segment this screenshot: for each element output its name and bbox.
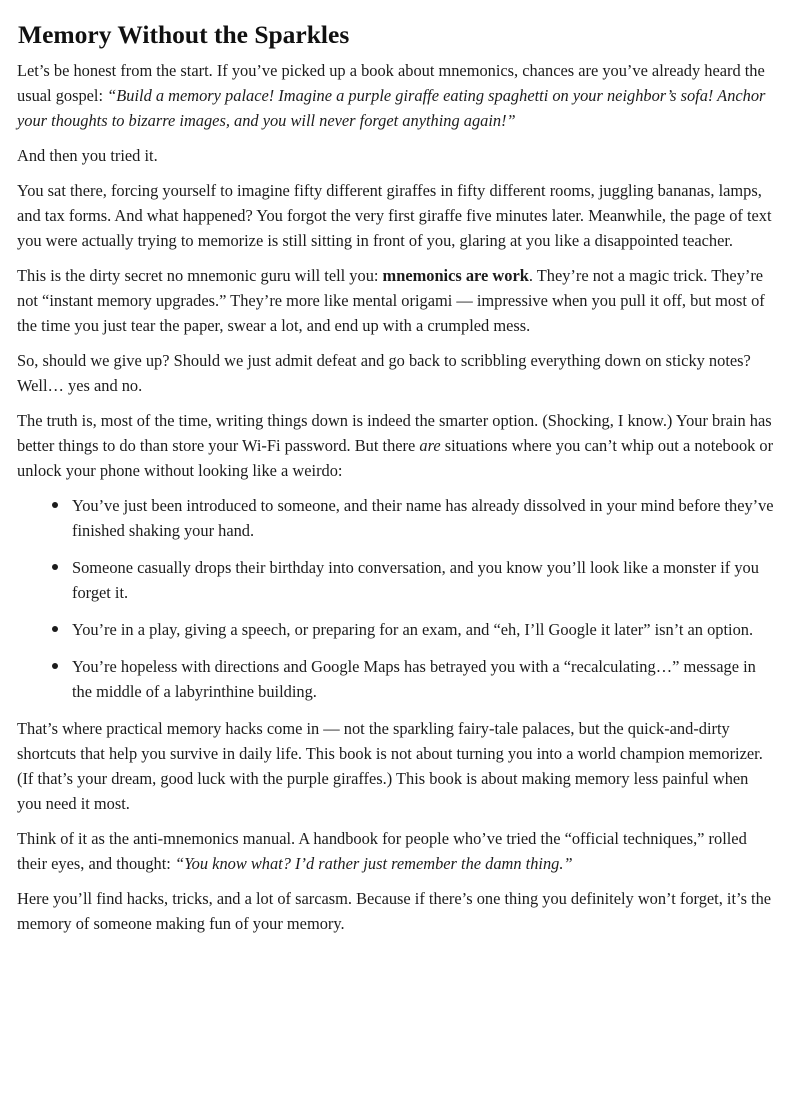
list-item [72, 654, 776, 704]
intro-text: Let’s be honest from the start. If you’ve picked up a book about mnemonics, chances are you’ve already heard the usual gospel: [17, 61, 765, 105]
bullet-icon [52, 564, 58, 570]
list-item-text: You’re hopeless with directions and Google Maps has betrayed you with a “recalculating…” message in the middle of a labyrinthine building. [72, 657, 756, 701]
secret-bold: mnemonics are work [382, 266, 529, 285]
bullet-icon [52, 626, 58, 632]
secret-text-before: This is the dirty secret no mnemonic guru will tell you: [17, 266, 383, 285]
paragraph-truth [17, 408, 776, 483]
truth-text-after: situations where you can’t whip out a notebook or unlock your phone without looking like a weirdo: [17, 436, 774, 480]
paragraph-closing: Here you’ll find hacks, tricks, and a lot of sarcasm. Because if there’s one thing you definitely won’t forget, it’s the memory of someone making fun of your memory. [17, 889, 772, 933]
bullet-icon [52, 663, 58, 669]
bullet-icon [52, 502, 58, 508]
paragraph-giraffes: You sat there, forcing yourself to imagine fifty different giraffes in fifty different rooms, juggling bananas, lamps, and tax forms. And what happened? You forgot the very first giraffe five minutes later. Meanwhile, the page of text you were actually trying to memorize is still sitting in front of you, glaring at you like a disappointed teacher. [17, 181, 772, 250]
paragraph-tried-it: And then you tried it. [17, 146, 158, 165]
list-item [72, 617, 776, 642]
truth-text-before: The truth is, most of the time, writing things down is indeed the smarter option. (Shocking, I know.) Your brain has better things to do than store your Wi-Fi password. But there [17, 411, 772, 455]
situations-list [17, 493, 776, 704]
paragraph-intro [17, 58, 776, 133]
give-up-question: So, should we give up? Should we just admit defeat and go back to scribbling everything down on sticky notes? [17, 351, 751, 370]
list-item-text: Someone casually drops their birthday into conversation, and you know you’ll look like a monster if you forget it. [72, 558, 759, 602]
intro-quote: “Build a memory palace! Imagine a purple giraffe eating spaghetti on your neighbor’s sofa! Anchor your thoughts to bizarre images, and you will never forget anything again!” [17, 86, 766, 130]
give-up-answer: Well… yes and no. [17, 376, 143, 395]
list-item-text: You’ve just been introduced to someone, and their name has already dissolved in your mind before they’ve finished shaking your hand. [72, 496, 774, 540]
paragraph-anti-mnemonics [17, 826, 776, 876]
list-item [72, 493, 776, 543]
list-item-text: You’re in a play, giving a speech, or preparing for an exam, and “eh, I’ll Google it later” isn’t an option. [72, 620, 754, 639]
anti-text: Think of it as the anti-mnemonics manual. A handbook for people who’ve tried the “official techniques,” rolled their eyes, and thought: [17, 829, 747, 873]
page-title: Memory Without the Sparkles [18, 20, 350, 49]
anti-quote: “You know what? I’d rather just remember the damn thing.” [174, 854, 573, 873]
paragraph-dirty-secret [17, 263, 776, 338]
list-item [72, 555, 776, 605]
paragraph-memory-hacks: That’s where practical memory hacks come in — not the sparkling fairy-tale palaces, but the quick-and-dirty shortcuts that help you survive in daily life. This book is not about turning you into a world champion memorizer. (If that’s your dream, good luck with the purple giraffes.) This book is about making memory less painful when you need it most. [17, 719, 763, 813]
truth-emphasis: are [419, 436, 441, 455]
paragraph-give-up [17, 348, 776, 398]
secret-text-after: . They’re not a magic trick. They’re not “instant memory upgrades.” They’re more like mental origami — impressive when you pull it off, but most of the time you just tear the paper, swear a lot, and end up with a crumpled mess. [17, 266, 765, 335]
